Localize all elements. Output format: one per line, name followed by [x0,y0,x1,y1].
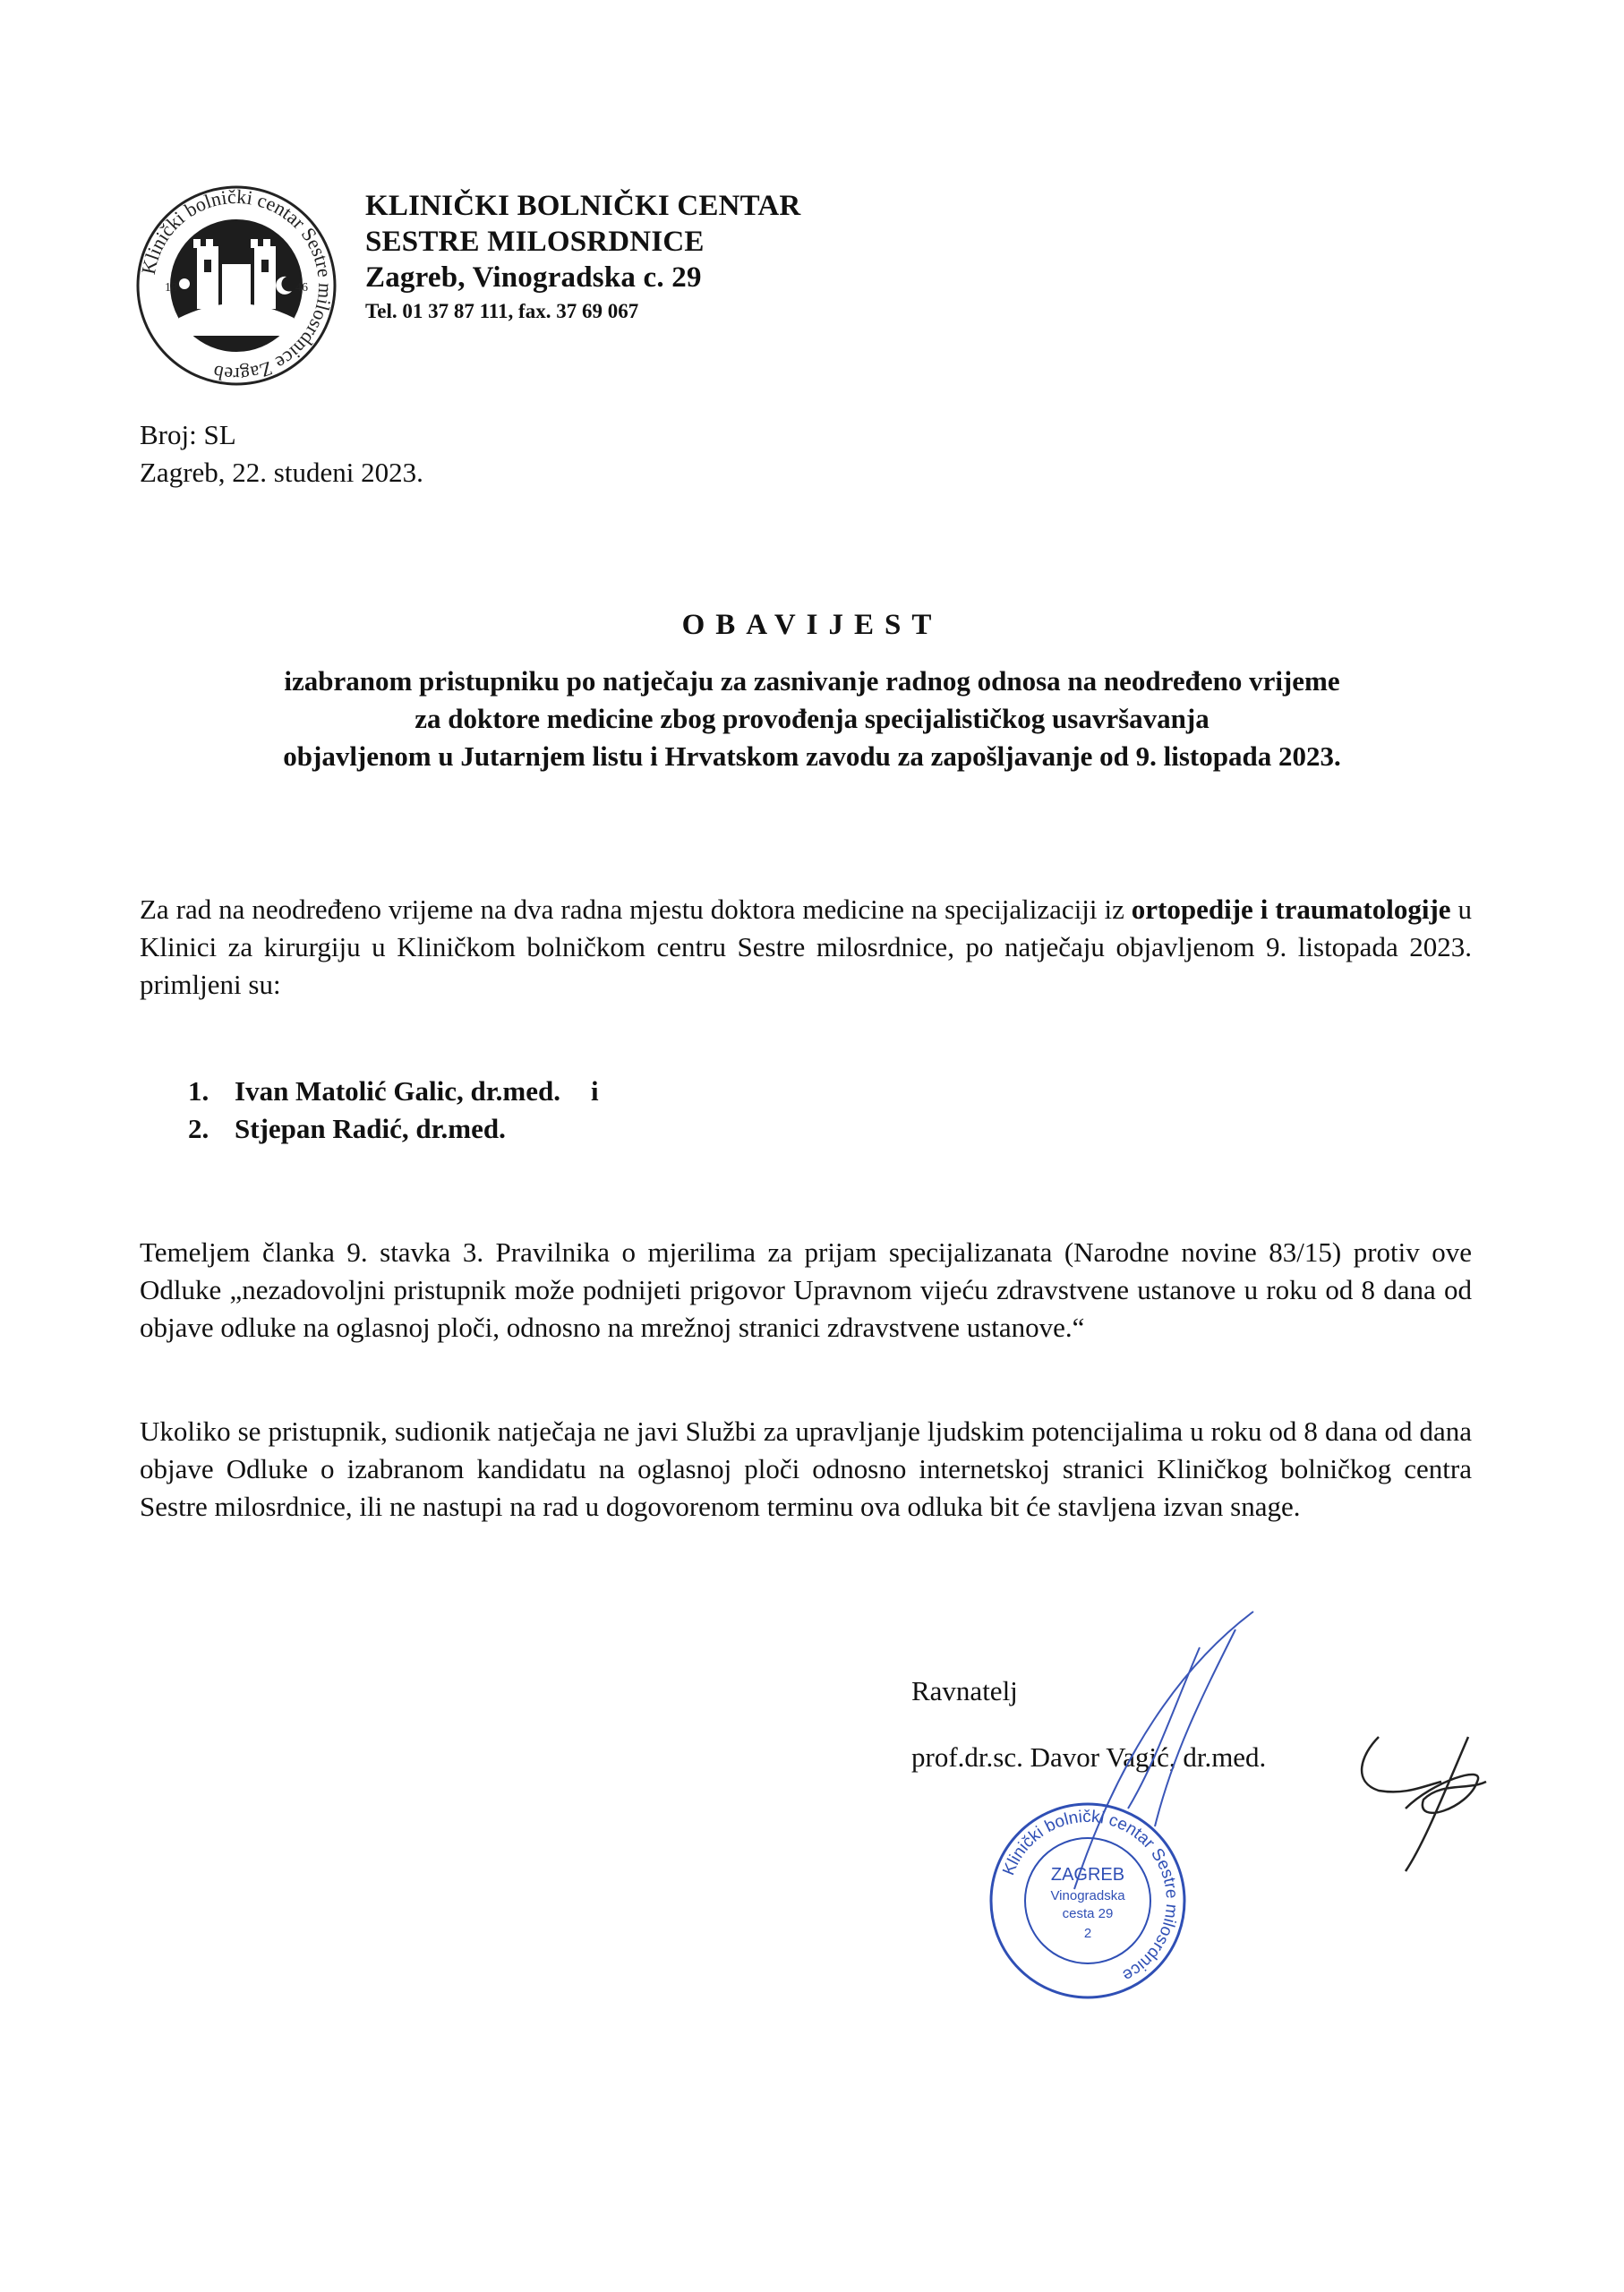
institution-header [365,188,800,326]
paragraph-objection: Temeljem članka 9. stavka 3. Pravilnika o mjerilima za prijam specijalizanata (Narodne novine 83/15) protiv ove Odluke „nezadovoljni pristupnik može podnijeti prigovor Upravnom vijeću zdravstvene ustanove u roku od 8 dana od objave odluke na oglasnoj ploči, odnosno na mrežnoj stranici zdravstvene ustanove.“ [140,1236,1472,1343]
logo-ring-text: Klinički bolnički centar Sestre milosrdnice Zagreb [136,184,338,387]
logo-year-left: 18 [165,281,177,295]
list-item [188,1073,599,1110]
notice-subtitle-line1: izabranom pristupniku po natječaju za zasnivanje radnog odnosa na neodređeno vrijeme [284,665,1340,697]
candidate-name: Ivan Matolić Galic, dr.med. [235,1075,560,1107]
paragraph-admission-part1: Za rad na neodređeno vrijeme na dva radna mjestu doktora medicine na specijalizaciji iz [140,894,1132,925]
logo-year-right: 46 [295,281,308,295]
institution-name-line1: KLINIČKI BOLNIČKI CENTAR [365,190,801,222]
signatory-role: Ravnatelj [911,1675,1018,1706]
stamp-street-number: cesta 29 [1062,1906,1114,1921]
paragraph-admission [140,891,1472,1004]
paragraph-admission-part2: u Klinici za kirurgiju u Kliničkom bolničkom centru Sestre milosrdnice, po natječaju objavljenom 9. listopada 2023. primljeni su: [140,894,1472,1000]
candidate-list [188,1073,599,1148]
candidate-number: 1. [188,1075,209,1107]
notice-subtitle [90,663,1534,775]
stamp-city: ZAGREB [1050,1865,1125,1885]
document-place-date: Zagreb, 22. studeni 2023. [140,457,423,488]
list-item [188,1110,599,1148]
stamp-ring-text: Klinički bolnički centar Sestre milosrdnice [999,1807,1182,1985]
document-meta [140,416,423,492]
signatory-name: prof.dr.sc. Davor Vagić, dr.med. [911,1741,1267,1773]
candidate-name: Stjepan Radić, dr.med. [235,1113,506,1144]
institution-contact: Tel. 01 37 87 111, fax. 37 69 067 [365,300,639,322]
document-number: Broj: SL [140,419,236,450]
institution-logo-icon [134,184,338,388]
stamp-number: 2 [1083,1926,1092,1941]
notice-subtitle-line2: za doktore medicine zbog provođenja specijalističkog usavršavanja [415,703,1209,734]
official-stamp-icon [985,1798,1191,2004]
notice-title: OBAVIJEST [681,609,943,641]
candidate-conjunction: i [590,1075,599,1107]
paragraph-validity: Ukoliko se pristupnik, sudionik natječaja ne javi Službi za upravljanje ljudskim potencijalima u roku od 8 dana od dana objave Odluke o izabranom kandidatu na oglasnoj ploči odnosno internetskoj stranici Kliničkog bolničkog centra Sestre milosrdnice, ili ne nastupi na rad u dogovorenom terminu ova odluka bit će stavljena izvan snage. [140,1415,1472,1522]
institution-name-line2: SESTRE MILOSRDNICE [365,226,705,258]
notice-subtitle-line3: objavljenom u Jutarnjem listu i Hrvatskom zavodu za zapošljavanje od 9. listopada 2023. [283,740,1341,772]
specialization-name: ortopedije i traumatologije [1131,894,1451,925]
stamp-street: Vinogradska [1050,1888,1125,1903]
candidate-number: 2. [188,1113,209,1144]
institution-address: Zagreb, Vinogradska c. 29 [365,261,702,294]
